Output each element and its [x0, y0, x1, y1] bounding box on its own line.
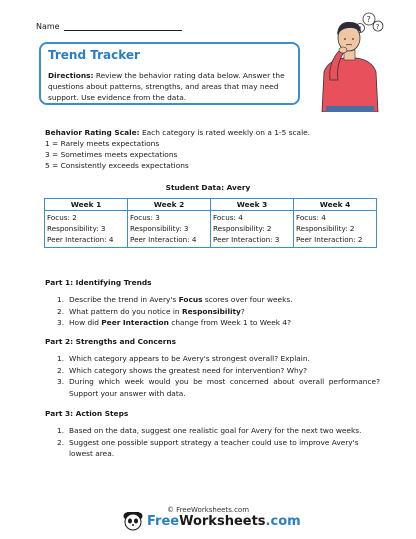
question-text: scores over four weeks. [202, 295, 293, 304]
cell-line: Responsibility: 2 [213, 224, 272, 233]
cell-line: Responsibility: 2 [296, 224, 355, 233]
question-text: Which category appears to be Avery's strongest overall? Explain. [69, 354, 310, 363]
cell-line: Focus: 3 [130, 213, 160, 222]
directions-body: Review the behavior rating data below. Answer the questions about patterns, strengths, and areas that may need support. Use evidence from the data. [48, 71, 285, 102]
question-text: Based on the data, suggest one realistic goal for Avery for the next two weeks. [69, 426, 362, 435]
table-header: Week 2 [128, 199, 211, 211]
page-title: Trend Tracker [48, 48, 140, 62]
brand-worksheets: Worksheets [179, 514, 266, 529]
part3-title: Part 3: Action Steps [45, 409, 129, 418]
cell-line: Focus: 2 [47, 213, 77, 222]
part1-title: Part 1: Identifying Trends [45, 278, 152, 287]
rating-scale [45, 127, 385, 171]
question-text: Suggest one possible support strategy a teacher could use to improve Avery's lowest area. [69, 437, 359, 458]
cell-line: Peer Interaction: 4 [130, 235, 197, 244]
question-number: 2. [57, 365, 65, 375]
student-data-title: Student Data: Avery [165, 183, 251, 192]
list-item [57, 425, 380, 437]
question-number: 3. [57, 318, 65, 327]
directions-label: Directions: [48, 71, 94, 80]
question-text: Which category shows the greatest need for intervention? Why? [69, 365, 307, 375]
directions-text [48, 70, 306, 103]
scale-line: 5 = Consistently exceeds expectations [45, 161, 189, 170]
table-cell [211, 211, 294, 248]
name-line[interactable] [64, 22, 182, 31]
cell-line: Responsibility: 3 [130, 224, 189, 233]
list-item [57, 306, 380, 318]
name-label: Name [36, 22, 60, 31]
question-text: What pattern do you notice in [69, 306, 182, 316]
brand-com: .com [265, 514, 301, 529]
table-header: Week 4 [294, 199, 377, 211]
table-cell [294, 211, 377, 248]
table-cell [45, 211, 128, 248]
behavior-data-table [44, 198, 377, 248]
question-number: 1. [57, 354, 65, 363]
student-thinking-illustration [316, 10, 386, 112]
table-cell [128, 211, 211, 248]
list-item [57, 353, 380, 365]
question-keyword: Responsibility [181, 306, 241, 316]
name-field[interactable] [36, 22, 182, 31]
table-header: Week 1 [45, 199, 128, 211]
scale-line: 3 = Sometimes meets expectations [45, 150, 178, 159]
scale-line: 1 = Rarely meets expectations [45, 139, 160, 148]
part3-questions [57, 425, 380, 460]
part2-questions [57, 353, 380, 399]
question-text: How did [69, 318, 102, 327]
scale-text: Each category is rated weekly on a 1-5 scale. [139, 128, 311, 137]
cell-line: Peer Interaction: 2 [296, 235, 363, 244]
question-text: Describe the trend in Avery's [69, 295, 179, 304]
question-number: 1. [57, 426, 65, 435]
panda-logo-icon [122, 511, 144, 531]
question-number: 2. [57, 437, 65, 447]
table-header-row [45, 199, 377, 211]
question-number: 3. [57, 377, 65, 386]
cell-line: Peer Interaction: 3 [213, 235, 280, 244]
question-number: 1. [57, 295, 65, 304]
part1-questions [57, 294, 380, 329]
question-text: During which week would you be most concerned about overall performance? Support your answer with data. [69, 377, 380, 398]
scale-label: Behavior Rating Scale: [45, 128, 140, 137]
list-item [57, 317, 380, 329]
footer-copyright[interactable]: © FreeWorksheets.com [166, 506, 250, 514]
table-header: Week 3 [211, 199, 294, 211]
cell-line: Responsibility: 3 [47, 224, 106, 233]
cell-line: Focus: 4 [296, 213, 326, 222]
cell-line: Focus: 4 [213, 213, 243, 222]
list-item [57, 294, 380, 306]
svg-text:?: ? [375, 23, 380, 31]
list-item [57, 376, 380, 399]
table-row [45, 211, 377, 248]
part2-title: Part 2: Strengths and Concerns [45, 337, 177, 346]
cell-line: Peer Interaction: 4 [47, 235, 114, 244]
footer-brand[interactable] [147, 514, 301, 529]
list-item [57, 437, 380, 460]
question-text: change from Week 1 to Week 4? [168, 318, 291, 327]
question-keyword: Focus [178, 295, 203, 304]
list-item [57, 365, 380, 377]
question-keyword: Peer Interaction [101, 318, 169, 327]
brand-free: Free [147, 514, 180, 529]
question-number: 2. [57, 306, 65, 316]
question-text: ? [240, 306, 245, 316]
svg-text:?: ? [366, 15, 371, 24]
